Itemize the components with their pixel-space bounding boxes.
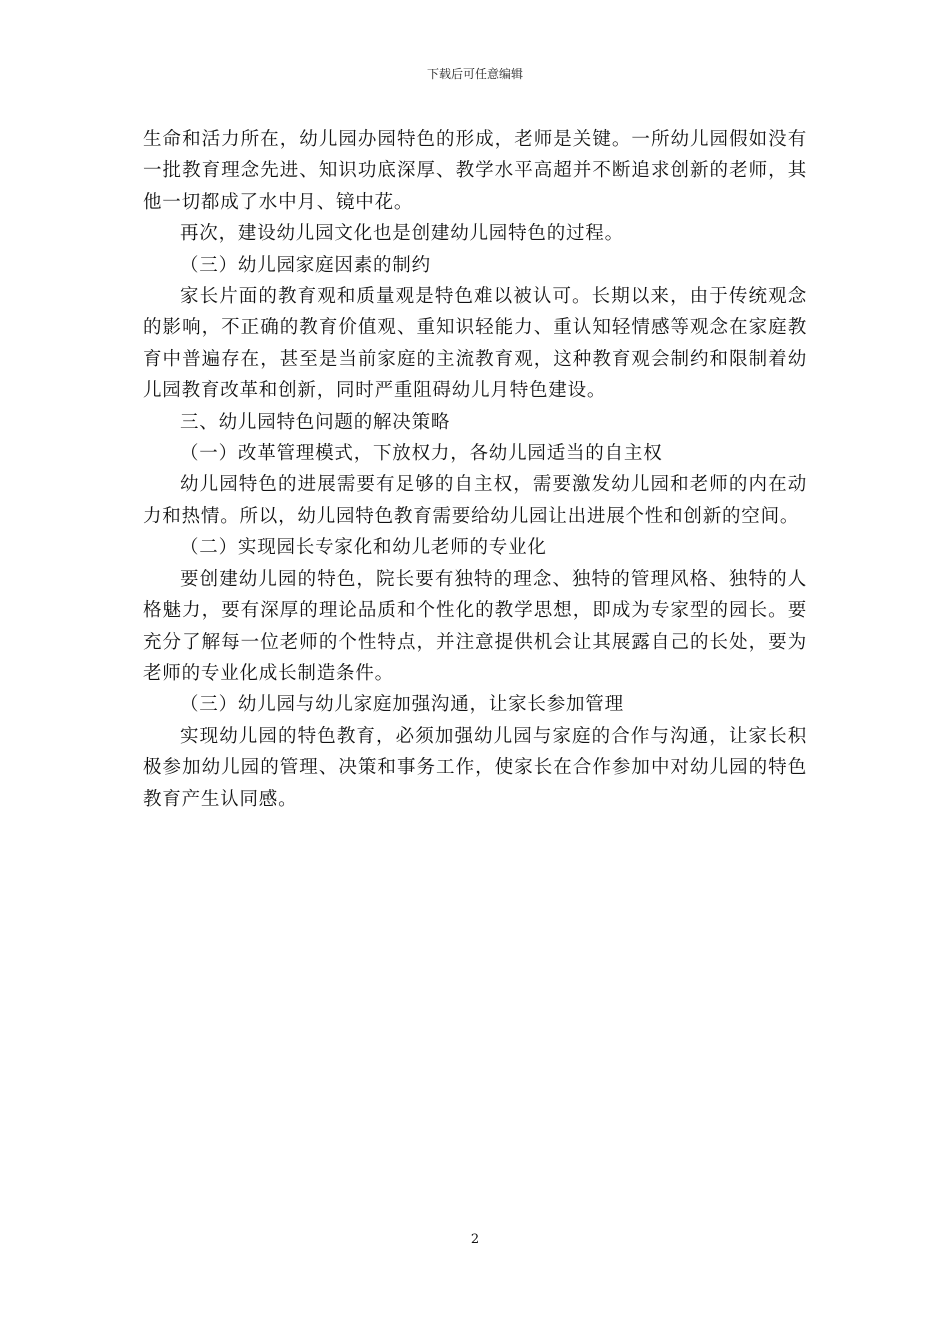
section-subheading: （二）实现园长专家化和幼儿老师的专业化 [180, 537, 547, 559]
body-paragraph: 家长片面的教育观和质量观是特色难以被认可。长期以来，由于传统观念的影响，不正确的教育价值观、重知识轻能力、重认知轻情感等观念在家庭教育中普遍存在，甚至是当前家庭的主流教育观，这种教育观会制约和限制着幼儿园教育改革和创新，同时严重阻碍幼儿月特色建设。 [143, 286, 807, 402]
section-subheading: （一）改革管理模式，下放权力，各幼儿园适当的自主权 [180, 443, 663, 465]
document-body [143, 124, 807, 815]
section-subheading: （三）幼儿园家庭因素的制约 [180, 254, 431, 276]
section-subheading: （三）幼儿园与幼儿家庭加强沟通，让家长参加管理 [180, 694, 624, 716]
body-paragraph: 再次，建设幼儿园文化也是创建幼儿园特色的过程。 [180, 223, 624, 245]
page-number: 2 [470, 1232, 480, 1247]
body-paragraph: 生命和活力所在，幼儿园办园特色的形成，老师是关键。一所幼儿园假如没有一批教育理念先进、知识功底深厚、教学水平高超并不断追求创新的老师，其他一切都成了水中月、镜中花。 [143, 129, 807, 213]
body-paragraph: 实现幼儿园的特色教育，必须加强幼儿园与家庭的合作与沟通，让家长积极参加幼儿园的管理、决策和事务工作，使家长在合作参加中对幼儿园的特色教育产生认同感。 [143, 725, 807, 810]
body-paragraph: 幼儿园特色的进展需要有足够的自主权，需要激发幼儿园和老师的内在动力和热情。所以，幼儿园特色教育需要给幼儿园让出进展个性和创新的空间。 [143, 474, 807, 527]
body-paragraph: 要创建幼儿园的特色，院长要有独特的理念、独特的管理风格、独特的人格魅力，要有深厚的理论品质和个性化的教学思想，即成为专家型的园长。要充分了解每一位老师的个性特点，并注意提供机会让其展露自己的长处，要为老师的专业化成长制造条件。 [143, 568, 807, 684]
page-header: 下载后可任意编辑 [426, 67, 523, 81]
section-heading: 三、幼儿园特色问题的解决策略 [180, 411, 451, 433]
